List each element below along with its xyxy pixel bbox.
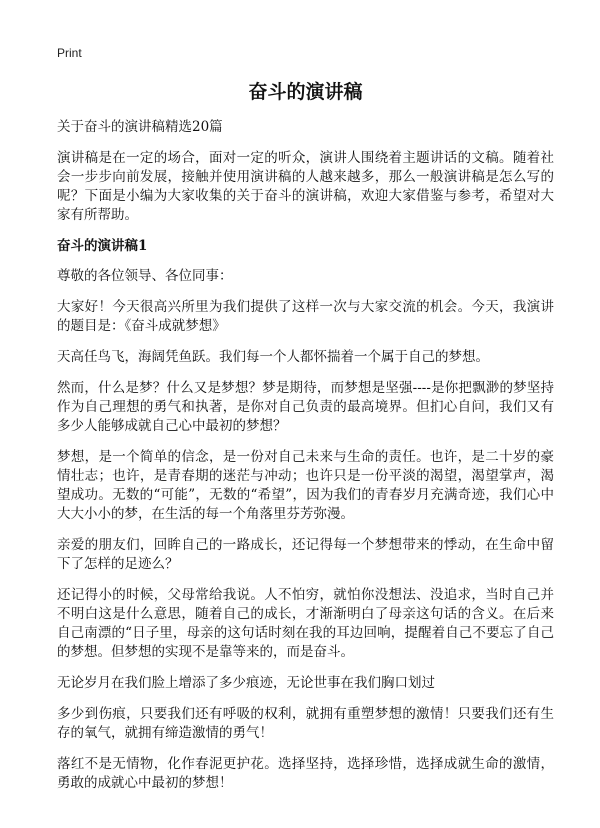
section-heading: 奋斗的演讲稿1: [57, 238, 148, 254]
paragraph-closing: 落红不是无情物，化作春泥更护花。选择坚持，选择珍惜，选择成就生命的激情，勇敢的成就心中最初的梦想！: [57, 756, 554, 791]
paragraph-years: 无论岁月在我们脸上增添了多少痕迹，无论世事在我们胸口划过: [57, 675, 435, 691]
paragraph-dream-intro: 天高任鸟飞，海阔凭鱼跃。我们每一个人都怀揣着一个属于自己的梦想。: [57, 349, 489, 365]
paragraph-what-is-dream: 然而，什么是梦？什么又是梦想？梦是期待，而梦想是坚强----是你把飘渺的梦坚持作为自己理想的勇气和执著，是你对自己负责的最高境界。但扪心自问，我们又有多少人能够成就自己心中最初的梦想？: [57, 380, 554, 434]
paragraph-greeting: 大家好！今天很高兴所里为我们提供了这样一次与大家交流的机会。今天，我演讲的题目是：《奋斗成就梦想》: [57, 299, 554, 334]
document-subtitle: 关于奋斗的演讲稿精选20篇: [57, 119, 223, 135]
paragraph-dream-belief: 梦想，是一个简单的信念，是一份对自己未来与生命的责任。也许，是二十岁的豪情壮志；也许，是青春期的迷茫与冲动；也许只是一份平淡的渴望，渴望掌声，渴望成功。无数的“可能”，无数的“希望”，因为我们的青春岁月充满奇迹，我们心中大大小小的梦，在生活的每一个角落里芬芳弥漫。: [57, 449, 554, 522]
intro-paragraph: 演讲稿是在一定的场合，面对一定的听众，演讲人围绕着主题讲话的文稿。随着社会一步步向前发展，接触并使用演讲稿的人越来越多，那么一般演讲稿是怎么写的呢？下面是小编为大家收集的关于奋斗的演讲稿，欢迎大家借鉴与参考，希望对大家有所帮助。: [57, 150, 554, 223]
paragraph-salutation: 尊敬的各位领导、各位同事：: [57, 268, 233, 284]
document-title: 奋斗的演讲稿: [248, 81, 363, 103]
print-label: Print: [57, 46, 82, 60]
paragraph-scars: 多少到伤痕，只要我们还有呼吸的权利，就拥有重塑梦想的激情！只要我们还有生存的氧气，就拥有缔造激情的勇气！: [57, 706, 554, 741]
paragraph-friends: 亲爱的朋友们，回眸自己的一路成长，还记得每一个梦想带来的悸动，在生命中留下了怎样的足迹么？: [57, 537, 554, 572]
paragraph-childhood: 还记得小的时候，父母常给我说。人不怕穷，就怕你没想法、没追求，当时自己并不明白这是什么意思，随着自己的成长，才渐渐明白了母亲这句话的含义。在后来自己南漂的“日子里，母亲的这句话时刻在我的耳边回响，提醒着自己不要忘了自己的梦想。但梦想的实现不是靠等来的，而是奋斗。: [57, 587, 554, 660]
